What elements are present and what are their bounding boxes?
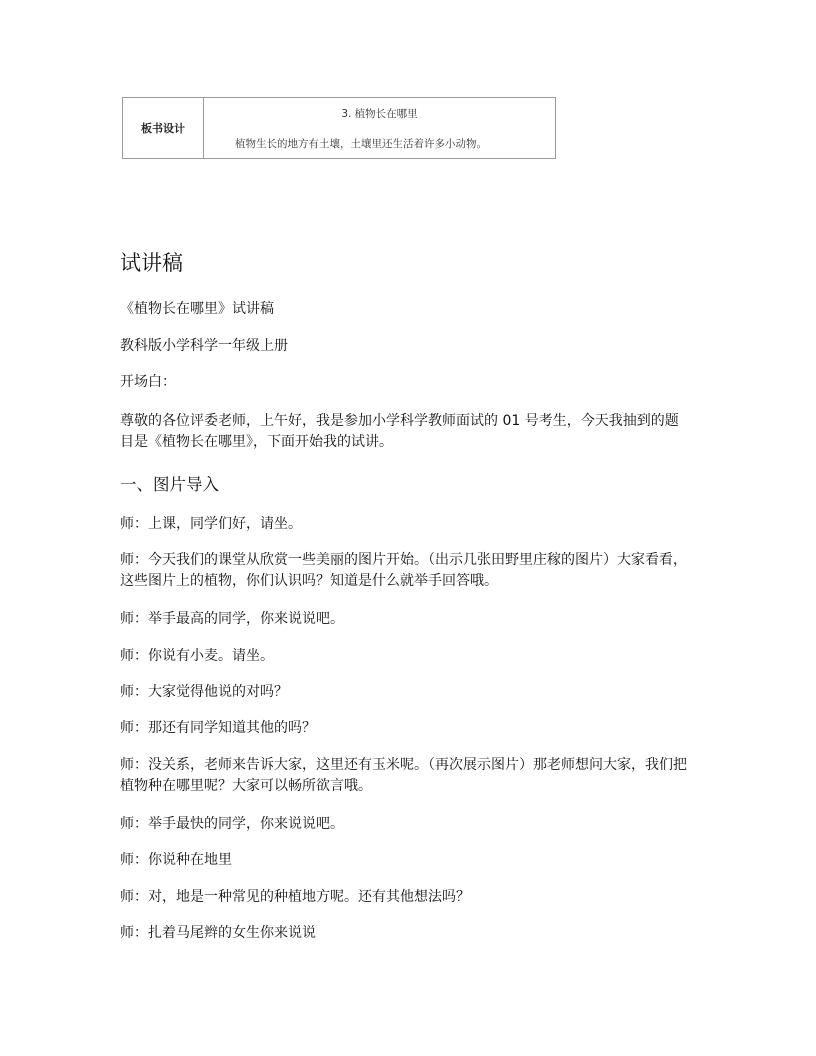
opening-text: 尊敬的各位评委老师，上午好，我是参加小学科学教师面试的 01 号考生，今天我抽到的题目是《植物长在哪里》，下面开始我的试讲。 — [120, 413, 679, 450]
dialogue-line: 师：对，地是一种常见的种植地方呢。还有其他想法吗？ — [120, 889, 470, 905]
dialogue-line: 师：大家觉得他说的对吗？ — [120, 684, 288, 700]
dialogue-line: 师：举手最快的同学，你来说说吧。 — [120, 816, 344, 832]
board-design-summary: 植物生长的地方有土壤，土壤里还生活着许多小动物。 — [235, 138, 487, 150]
board-design-table — [122, 97, 556, 159]
dialogue-line: 师：你说有小麦。请坐。 — [120, 648, 274, 664]
dialogue-line: 师：那还有同学知道其他的吗？ — [120, 720, 316, 736]
dialogue-line: 师：举手最高的同学，你来说说吧。 — [120, 611, 344, 627]
dialogue-line: 师：你说种在地里 — [120, 852, 232, 868]
opening-label: 开场白： — [120, 374, 176, 390]
section-heading: 一、图片导入 — [120, 475, 219, 494]
board-design-label: 板书设计 — [123, 98, 204, 159]
dialogue-line: 师：今天我们的课堂从欣赏一些美丽的图片开始。（出示几张田野里庄稼的图片）大家看看，这些图片上的植物，你们认识吗？知道是什么就举手回答哦。 — [120, 552, 687, 589]
lecture-title: 《植物长在哪里》试讲稿 — [120, 301, 274, 317]
dialogue-line: 师：扎着马尾辫的女生你来说说 — [120, 925, 316, 941]
dialogue-line: 师：上课，同学们好，请坐。 — [120, 516, 302, 532]
grade-line: 教科版小学科学一年级上册 — [120, 338, 288, 354]
board-design-content — [204, 98, 556, 159]
dialogue-line: 师：没关系，老师来告诉大家，这里还有玉米呢。（再次展示图片）那老师想问大家，我们把植物种在哪里呢？大家可以畅所欲言哦。 — [120, 757, 687, 794]
board-design-title: 3. 植物长在哪里 — [341, 108, 418, 120]
page-title: 试讲稿 — [120, 251, 183, 275]
